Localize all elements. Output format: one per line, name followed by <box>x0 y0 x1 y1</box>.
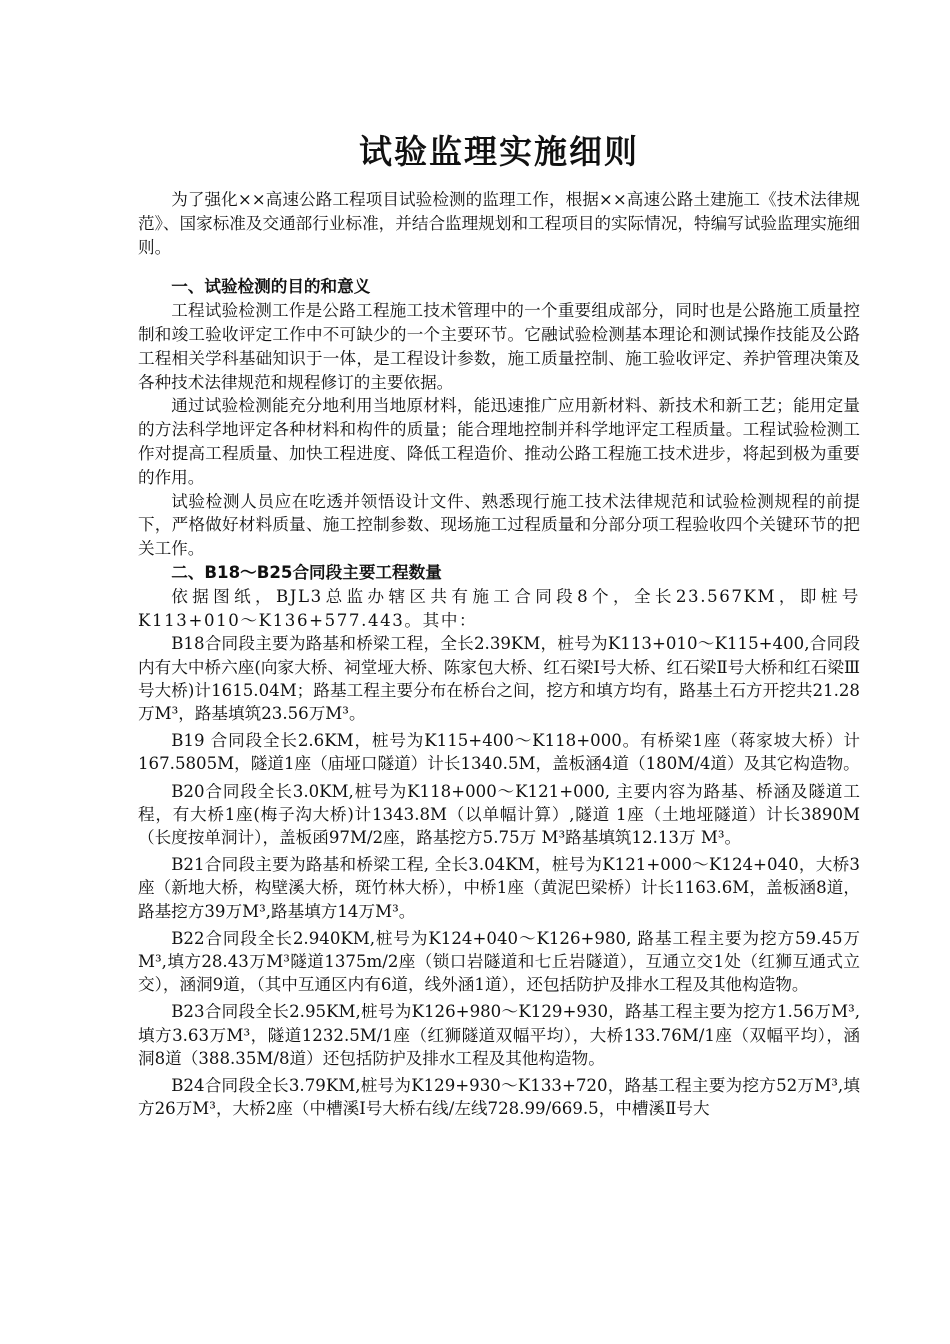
section-2-paragraph: B20合同段全长3.0KM,桩号为K118+000～K121+000, 主要内容为路基、桥涵及隧道工程，有大桥1座(梅子沟大桥)计1343.8M（以单幅计算）,隧道 1座（土地垭隧道）计长3890M（长度按单洞计），盖板函97M/2座，路基挖方5.75万 M³路基填筑12.13万 M³。 <box>138 781 860 847</box>
document-title: 试验监理实施细则 <box>359 132 639 171</box>
document-body <box>138 188 860 1120</box>
section-2-paragraph: B23合同段全长2.95KM,桩号为K126+980～K129+930，路基工程主要为挖方1.56万M³,填方3.63万M³，隧道1232.5M/1座（红狮隧道双幅平均），大桥133.76M/1座（双幅平均），涵洞8道（388.35M/8道）还包括防护及排水工程及其他构造物。 <box>138 1002 860 1068</box>
section-1-heading: 一、试验检测的目的和意义 <box>171 277 371 297</box>
section-2-paragraph: B21合同段主要为路基和桥梁工程, 全长3.04KM，桩号为K121+000～K124+040，大桥3座（新地大桥，构壁溪大桥，斑竹林大桥），中桥1座（黄泥巴梁桥）计长1163.6M，盖板涵8道，路基挖方39万M³,路基填方14万M³。 <box>138 855 860 921</box>
section-1-paragraph: 工程试验检测工作是公路工程施工技术管理中的一个重要组成部分，同时也是公路施工质量控制和竣工验收评定工作中不可缺少的一个主要环节。它融试验检测基本理论和测试操作技能及公路工程相关学科基础知识于一体，是工程设计参数，施工质量控制、施工验收评定、养护管理决策及各种技术法律规范和规程修订的主要依据。 <box>138 301 860 392</box>
section-2-paragraph: B22合同段全长2.940KM,桩号为K124+040～K126+980, 路基工程主要为挖方59.45万M³,填方28.43万M³隧道1375m/2座（锁口岩隧道和七丘岩隧道），互通立交1处（红狮互通式立交），涵洞9道，（其中互通区内有6道，线外涵1道），还包括防护及排水工程及其他构造物。 <box>138 928 860 995</box>
section-1-paragraph: 通过试验检测能充分地利用当地原材料，能迅速推广应用新材料、新技术和新工艺；能用定量的方法科学地评定各种材料和构件的质量；能合理地控制并科学地评定工程质量。工程试验检测工作对提高工程质量、加快工程进度、降低工程造价、推动公路工程施工技术进步，将起到极为重要的作用。 <box>138 396 860 487</box>
section-2-paragraph: 依据图纸，BJL3总监办辖区共有施工合同段8个，全长23.567KM，即桩号K113+010～K136+577.443。其中： <box>138 586 860 630</box>
section-2-heading: 二、B18～B25合同段主要工程数量 <box>171 562 442 582</box>
section-2-paragraph: B24合同段全长3.79KM,桩号为K129+930～K133+720，路基工程主要为挖方52万M³,填方26万M³，大桥2座（中槽溪Ⅰ号大桥右线/左线728.99/669.5，中槽溪Ⅱ号大 <box>138 1076 860 1119</box>
section-1-paragraph: 试验检测人员应在吃透并领悟设计文件、熟悉现行施工技术法律规范和试验检测规程的前提下，严格做好材料质量、施工控制参数、现场施工过程质量和分部分项工程验收四个关键环节的把关工作。 <box>138 491 860 559</box>
section-2-paragraph: B19 合同段全长2.6KM，桩号为K115+400～K118+000。有桥梁1座（蒋家坡大桥）计167.5805M，隧道1座（庙垭口隧道）计长1340.5M，盖板涵4道（180M/4道）及其它构造物。 <box>138 731 860 774</box>
intro-paragraph: 为了强化××高速公路工程项目试验检测的监理工作，根据××高速公路土建施工《技术法律规范》、国家标准及交通部行业标准，并结合监理规划和工程项目的实际情况，特编写试验监理实施细则。 <box>138 190 860 257</box>
section-2-paragraph: B18合同段主要为路基和桥梁工程，全长2.39KM，桩号为K113+010～K115+400,合同段内有大中桥六座(向家大桥、祠堂垭大桥、陈家包大桥、红石梁Ⅰ号大桥、红石梁Ⅱ号大桥和红石梁Ⅲ号大桥)计1615.04M；路基工程主要分布在桥台之间，挖方和填方均有，路基土石方开挖共21.28万M³，路基填筑23.56万M³。 <box>138 634 860 723</box>
document-page <box>138 0 860 1120</box>
